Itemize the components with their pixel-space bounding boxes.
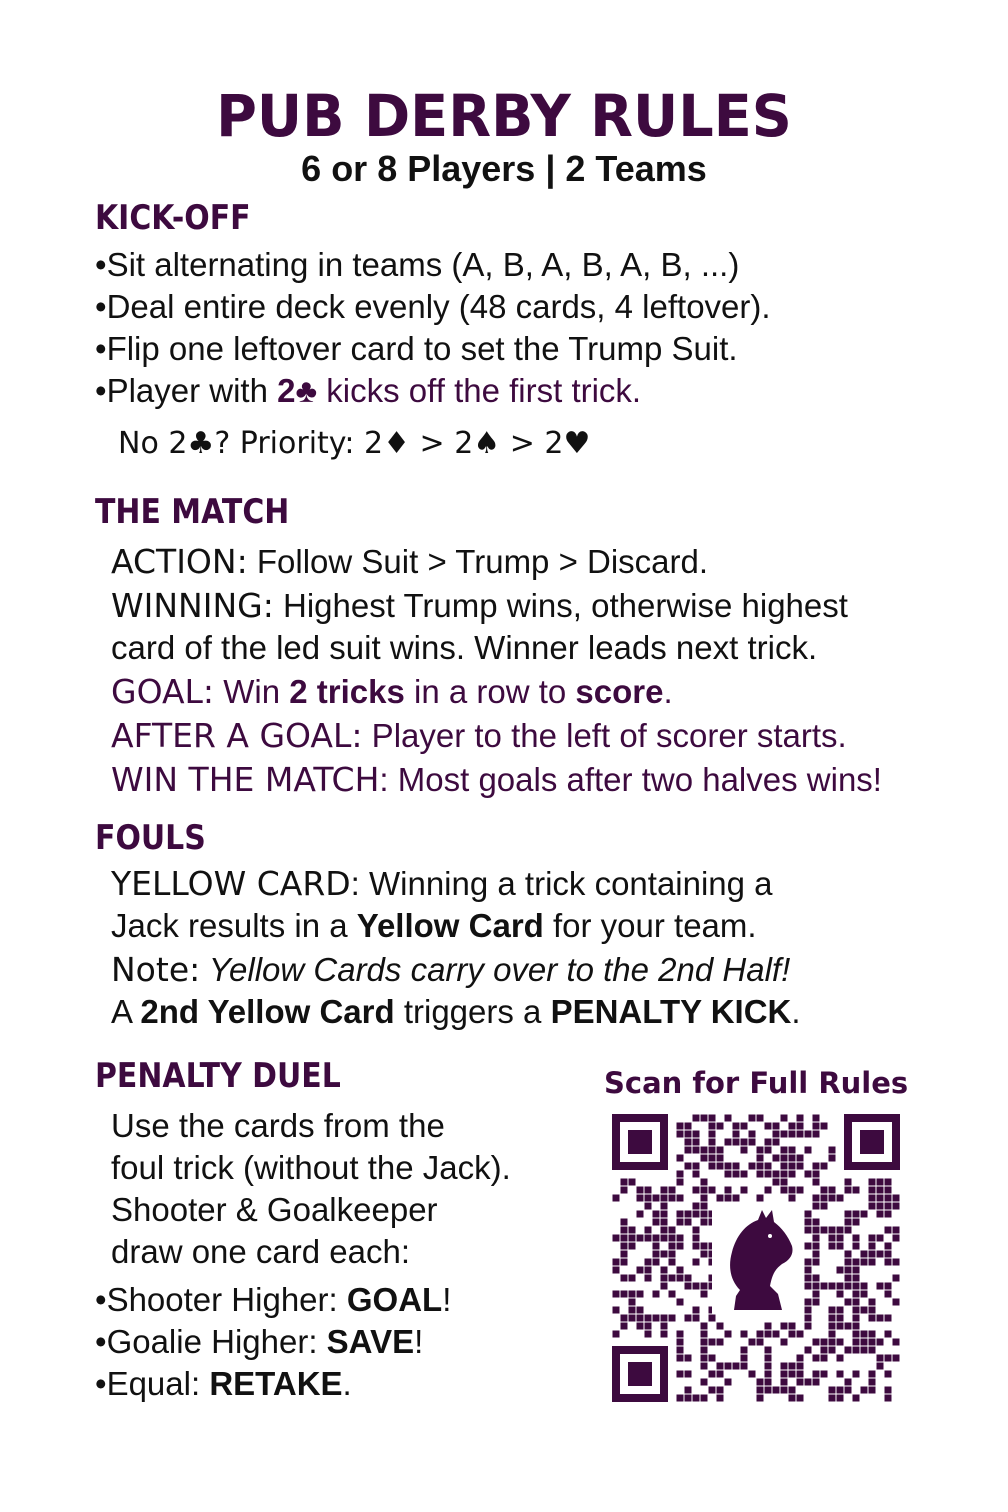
page-title: PUB DERBY RULES	[216, 82, 792, 150]
knight-horse-icon	[712, 1204, 802, 1314]
kickoff-bullet: •Deal entire deck evenly (48 cards, 4 leftover).	[95, 288, 771, 325]
section-heading-fouls: FOULS	[95, 818, 206, 858]
penalty-outcome-save: •Goalie Higher: SAVE!	[95, 1323, 424, 1360]
penalty-text-line: Shooter & Goalkeeper	[111, 1191, 438, 1228]
penalty-outcome-retake: •Equal: RETAKE.	[95, 1365, 352, 1402]
fouls-penalty-trigger: A 2nd Yellow Card triggers a PENALTY KICK.	[111, 993, 801, 1030]
fouls-yellow-card-rule: YELLOW CARD: Winning a trick containing a	[111, 864, 773, 903]
kickoff-priority-note: No 2♣? Priority: 2♦ > 2♠ > 2♥	[118, 426, 591, 461]
penalty-text-line: Use the cards from the	[111, 1107, 445, 1144]
penalty-outcome-goal: •Shooter Higher: GOAL!	[95, 1281, 452, 1318]
fouls-note: Note: Yellow Cards carry over to the 2nd Half!	[111, 950, 791, 989]
qr-label: Scan for Full Rules	[604, 1066, 909, 1100]
fouls-yellow-card-rule-cont: Jack results in a Yellow Card for your team.	[111, 907, 757, 944]
match-goal-rule: GOAL: Win 2 tricks in a row to score.	[111, 672, 673, 711]
kickoff-bullet-first-trick: •Player with 2♣ kicks off the first trick.	[95, 372, 642, 409]
match-action-rule: ACTION: Follow Suit > Trump > Discard.	[111, 542, 709, 581]
penalty-text-line: draw one card each:	[111, 1233, 411, 1270]
match-win-rule: WIN THE MATCH: Most goals after two halves wins!	[111, 760, 882, 799]
section-heading-kickoff: KICK-OFF	[95, 198, 251, 238]
section-heading-penalty: PENALTY DUEL	[95, 1056, 341, 1096]
kickoff-bullet: •Sit alternating in teams (A, B, A, B, A, B, ...)	[95, 246, 740, 283]
page-subtitle: 6 or 8 Players | 2 Teams	[301, 148, 707, 189]
section-heading-match: THE MATCH	[95, 492, 290, 532]
kickoff-bullet: •Flip one leftover card to set the Trump Suit.	[95, 330, 738, 367]
qr-code[interactable]	[612, 1114, 900, 1402]
match-after-goal-rule: AFTER A GOAL: Player to the left of scorer starts.	[111, 716, 847, 755]
match-winning-rule-cont: card of the led suit wins. Winner leads next trick.	[111, 629, 818, 666]
match-winning-rule: WINNING: Highest Trump wins, otherwise highest	[111, 586, 848, 625]
penalty-text-line: foul trick (without the Jack).	[111, 1149, 511, 1186]
